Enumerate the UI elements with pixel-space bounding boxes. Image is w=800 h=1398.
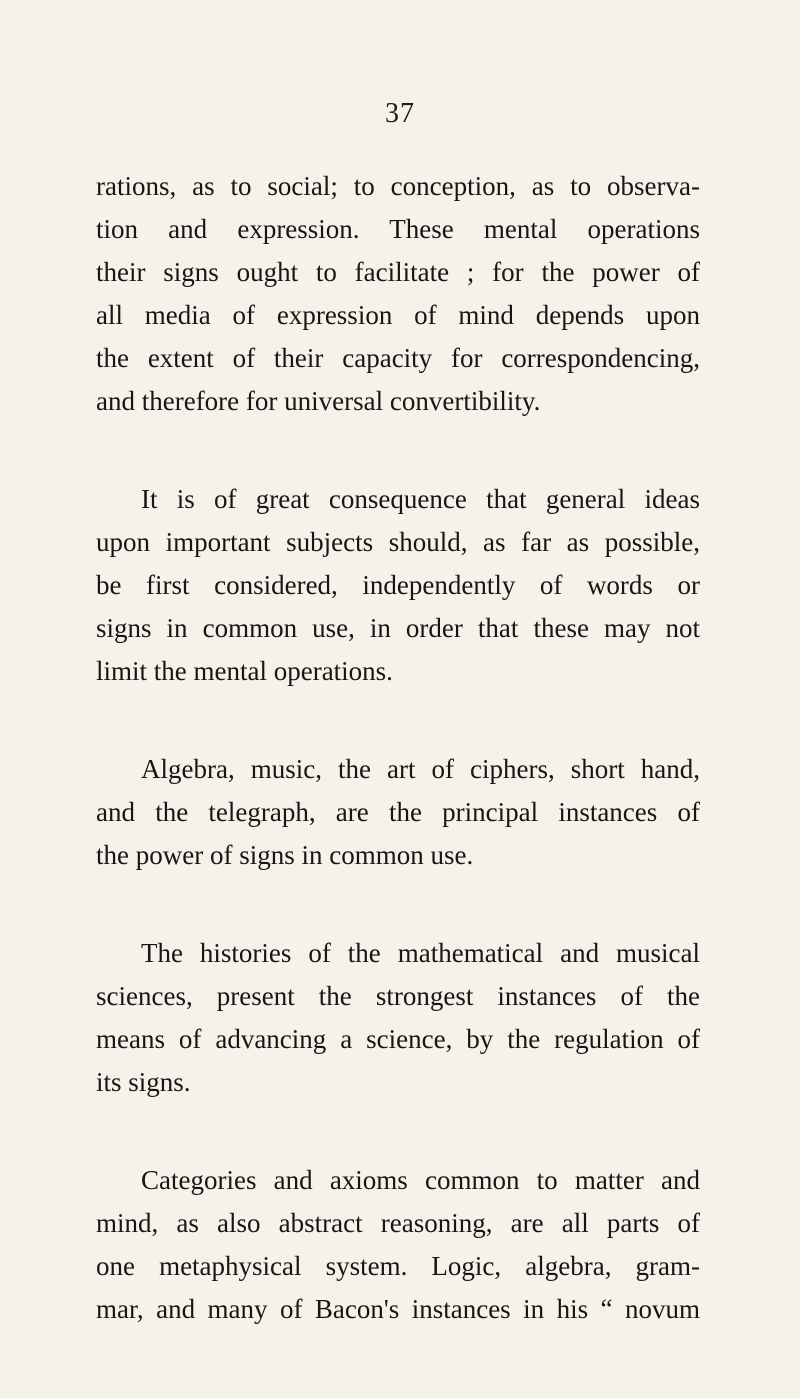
text-line: one metaphysical system. Logic, algebra, gram- xyxy=(96,1251,700,1281)
paragraph-2 xyxy=(96,478,700,693)
text-line: means of advancing a science, by the regulation of xyxy=(96,1024,700,1054)
text-line: Algebra, music, the art of ciphers, short hand, xyxy=(141,754,700,784)
text-line: mind, as also abstract reasoning, are all parts of xyxy=(96,1208,700,1238)
paragraph-1 xyxy=(96,165,700,423)
text-line: and the telegraph, are the principal instances of xyxy=(96,797,700,827)
text-line: sciences, present the strongest instances of the xyxy=(96,981,700,1011)
text-line: mar, and many of Bacon's instances in his “ novum xyxy=(96,1294,700,1324)
text-line: and therefore for universal convertibility. xyxy=(96,386,541,416)
text-line: Categories and axioms common to matter and xyxy=(141,1165,700,1195)
text-line: It is of great consequence that general ideas xyxy=(141,484,700,514)
text-line: their signs ought to facilitate ; for the power of xyxy=(96,257,700,287)
text-line: rations, as to social; to conception, as to observa- xyxy=(96,171,700,201)
paragraph-4 xyxy=(96,932,700,1104)
text-line: be first considered, independently of words or xyxy=(96,570,700,600)
page-number: 37 xyxy=(385,98,415,129)
text-line: limit the mental operations. xyxy=(96,656,393,686)
text-line: upon important subjects should, as far as possible, xyxy=(96,527,700,557)
text-line: The histories of the mathematical and musical xyxy=(141,938,700,968)
text-line: its signs. xyxy=(96,1067,191,1097)
text-line: all media of expression of mind depends upon xyxy=(96,300,700,330)
body-text xyxy=(96,165,700,1386)
text-line: the power of signs in common use. xyxy=(96,840,474,870)
paragraph-3 xyxy=(96,748,700,877)
text-line: the extent of their capacity for correspondencing, xyxy=(96,343,700,373)
text-line: tion and expression. These mental operations xyxy=(96,214,700,244)
text-line: signs in common use, in order that these may not xyxy=(96,613,700,643)
paragraph-5 xyxy=(96,1159,700,1331)
